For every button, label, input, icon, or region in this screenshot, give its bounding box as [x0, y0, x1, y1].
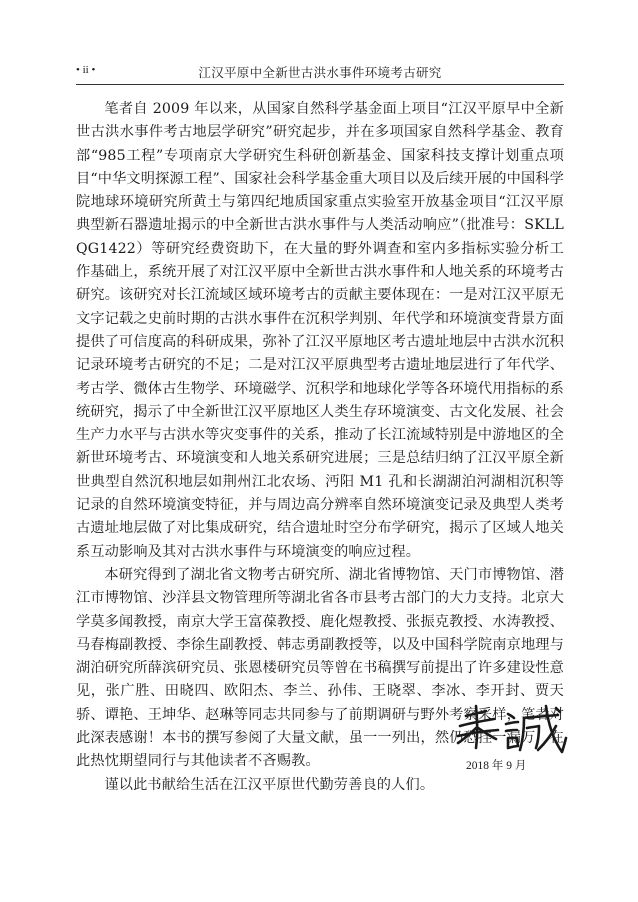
running-title: 江汉平原中全新世古洪水事件环境考古研究: [198, 65, 442, 80]
running-header: [76, 60, 564, 85]
handwritten-signature: [452, 702, 572, 762]
paragraph-research-summary: 笔者自 2009 年以来，从国家自然科学基金面上项目“江汉平原早中全新世古洪水事件考古地层学研究”研究起步，并在多项国家自然科学基金、教育部“985工程”专项南京大学研究生科研创新基金、国家科技支撑计划重点项目“中华文明探源工程”、国家社会科学基金重大项目以及后续开展的中国科学院地球环境研究所黄土与第四纪地质国家重点实验室开放基金项目“江汉平原典型新石器遗址揭示的中全新世古洪水事件与人类活动响应”（批准号：SKLLQG1422）等研究经费资助下，在大量的野外调查和室内多指标实验分析工作基础上，系统开展了对江汉平原中全新世古洪水事件和人地关系的环境考古研究。该研究对长江流域区域环境考古的贡献主要体现在：一是对江汉平原无文字记载之史前时期的古洪水事件在沉积学判别、年代学和环境演变背景方面提供了可信度高的科研成果，弥补了江汉平原地区考古遗址地层中古洪水沉积记录环境考古研究的不足；二是对江汉平原典型考古遗址地层进行了年代学、考古学、微体古生物学、环境磁学、沉积学和地球化学等各环境代用指标的系统研究，揭示了中全新世江汉平原地区人类生存环境演变、古文化发展、社会生产力水平与古洪水等灾变事件的关系，推动了长江流域特别是中游地区的全新世环境考古、环境演变和人地关系研究进展；三是总结归纳了江汉平原全新世典型自然沉积地层如荆州江北农场、沔阳 M1 孔和长湖湖泊河湖相沉积等记录的自然环境演变特征，并与周边高分辨率自然环境演变记录及典型人类考古遗址地层做了对比集成研究，结合遗址时空分布学研究，揭示了区域人地关系互动影响及其对古洪水事件与环境演变的响应过程。: [76, 101, 564, 560]
paragraph-acknowledgements: 本研究得到了湖北省文物考古研究所、湖北省博物馆、天门市博物馆、潜江市博物馆、沙洋县文物管理所等湖北省各市县考古部门的大力支持。北京大学莫多闻教授，南京大学王富葆教授、鹿化煜教授、张振克教授、水涛教授、马春梅副教授、李徐生副教授、韩志勇副教授等，以及中国科学院南京地理与湖泊研究所薛滨研究员、张恩楼研究员等曾在书稿撰写前提出了许多建设性意见，张广胜、田晓四、欧阳杰、李兰、孙伟、王晓翠、李冰、李开封、贾天骄、谭艳、王坤华、赵琳等同志共同参与了前期调研与野外考察采样，笔者对此深表感谢！本书的撰写参阅了大量文献，虽一一列出，然仍恐挂一漏万，在此热忱期望同行与其他读者不吝赐教。: [76, 566, 564, 770]
signature-date: 2018 年 9 月: [466, 760, 527, 772]
paragraph-dedication: 谨以此书献给生活在江汉平原世代勤劳善良的人们。: [104, 776, 435, 793]
page-number: • ii •: [76, 64, 96, 76]
preface-body: [76, 98, 564, 797]
